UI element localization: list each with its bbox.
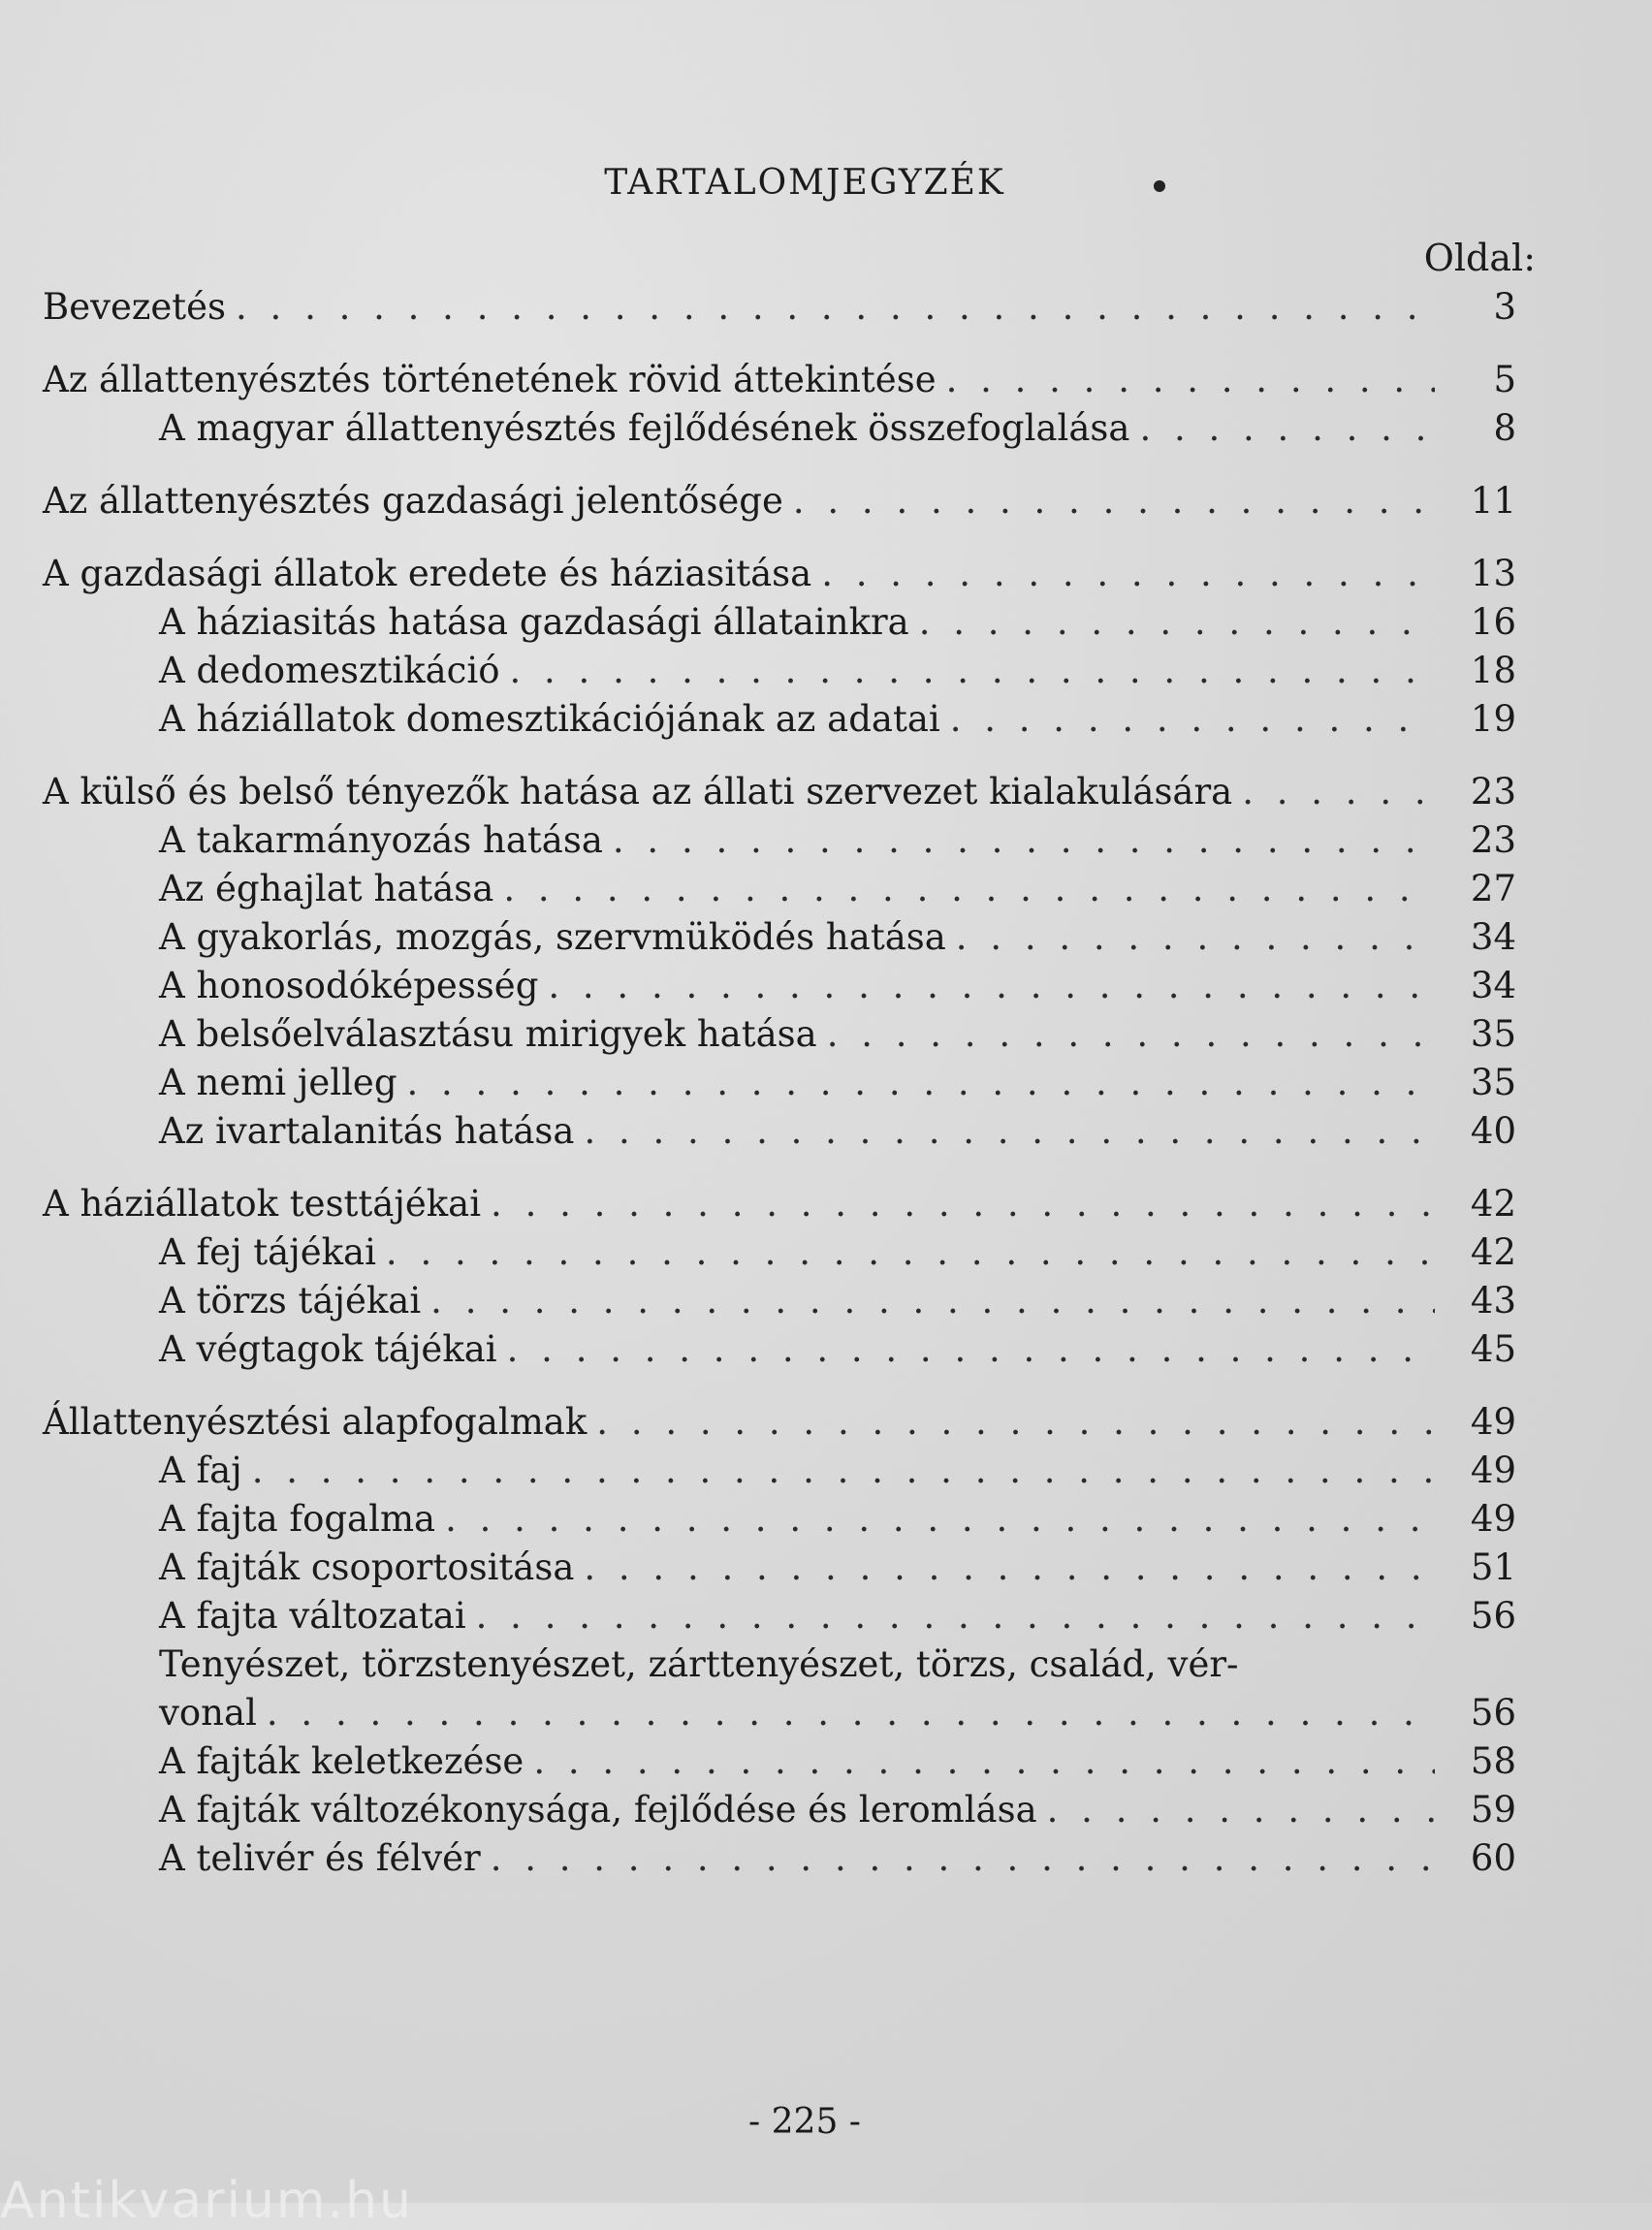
- toc-subentry: [43, 1740, 1516, 1789]
- toc-entry-page: 34: [1470, 965, 1516, 1006]
- toc-entry: [43, 359, 1516, 407]
- leader-dots: [950, 698, 1435, 740]
- toc-entry-page: 23: [1470, 819, 1516, 861]
- toc-subentry: [43, 1231, 1516, 1280]
- leader-dots: [503, 868, 1435, 909]
- toc-entry: [43, 553, 1516, 601]
- toc-entry-page: 3: [1493, 286, 1516, 328]
- toc-subentry: [43, 1692, 1516, 1740]
- toc-entry-label: A magyar állattenyésztés fejlődésének összefoglalása: [159, 407, 1130, 449]
- toc-subentry: [43, 698, 1516, 747]
- toc-entry-label: A gyakorlás, mozgás, szervmüködés hatása: [159, 916, 946, 958]
- toc-subentry: [43, 1498, 1516, 1546]
- leader-dots: [386, 1231, 1435, 1273]
- toc-entry-page: 42: [1470, 1183, 1516, 1225]
- toc-entry-label: A belsőelválasztásu mirigyek hatása: [159, 1013, 817, 1055]
- table-of-contents: [43, 286, 1516, 1886]
- toc-subentry: [43, 1546, 1516, 1595]
- toc-entry-page: 18: [1470, 650, 1516, 691]
- leader-dots: [584, 1546, 1435, 1588]
- toc-entry-label: A fajta változatai: [159, 1595, 466, 1637]
- page-number: - 225 -: [748, 2102, 861, 2142]
- toc-entry-label: A dedomesztikáció: [159, 650, 500, 691]
- leader-dots: [533, 1740, 1435, 1782]
- toc-entry-label: Bevezetés: [43, 286, 227, 328]
- toc-entry-label: A fajták keletkezése: [159, 1740, 524, 1782]
- toc-subentry: [43, 1110, 1516, 1159]
- page-title: TARTALOMJEGYZÉK: [604, 163, 1005, 203]
- leader-dots: [584, 1110, 1435, 1152]
- leader-dots: [491, 1183, 1435, 1225]
- toc-subentry: [43, 1013, 1516, 1062]
- toc-entry-page: 56: [1470, 1692, 1516, 1734]
- toc-entry-page: 49: [1470, 1498, 1516, 1540]
- toc-entry-page: 34: [1470, 916, 1516, 958]
- toc-entry-page: 51: [1470, 1546, 1516, 1588]
- leader-dots: [1047, 1789, 1435, 1831]
- toc-entry-page: 60: [1470, 1837, 1516, 1879]
- toc-entry-page: 35: [1470, 1062, 1516, 1103]
- toc-subentry: [43, 819, 1516, 868]
- toc-subentry: [43, 1595, 1516, 1643]
- toc-entry-label: Az állattenyésztés gazdasági jelentősége: [43, 480, 783, 522]
- toc-subentry: [43, 601, 1516, 650]
- leader-dots: [946, 359, 1435, 400]
- toc-entry-page: 49: [1470, 1401, 1516, 1443]
- leader-dots: [476, 1595, 1435, 1637]
- toc-entry-page: 42: [1470, 1231, 1516, 1273]
- toc-entry-page: 59: [1470, 1789, 1516, 1831]
- leader-dots: [1139, 407, 1435, 449]
- leader-dots: [1242, 771, 1435, 812]
- page-column-label: Oldal:: [1423, 237, 1536, 279]
- leader-dots: [445, 1498, 1435, 1540]
- toc-entry-label: A fajták változékonysága, fejlődése és leromlása: [159, 1789, 1037, 1831]
- toc-entry-page: 16: [1470, 601, 1516, 643]
- toc-entry-label: A háziállatok testtájékai: [43, 1183, 482, 1225]
- toc-entry-label: A háziasitás hatása gazdasági állatainkra: [159, 601, 909, 643]
- toc-entry-label: A fej tájékai: [159, 1231, 376, 1273]
- toc-entry-label: vonal: [159, 1692, 257, 1734]
- leader-dots: [430, 1280, 1435, 1322]
- toc-entry-page: 35: [1470, 1013, 1516, 1055]
- toc-entry-page: 8: [1493, 407, 1516, 449]
- leader-dots: [507, 1328, 1435, 1370]
- toc-entry-label: A végtagok tájékai: [159, 1328, 497, 1370]
- toc-entry-label: Az éghajlat hatása: [159, 868, 494, 909]
- toc-entry-page: 43: [1470, 1280, 1516, 1322]
- toc-entry-label: Az állattenyésztés történetének rövid áttekintése: [43, 359, 937, 400]
- toc-entry-label: A honosodóképesség: [159, 965, 539, 1006]
- toc-subentry: [43, 916, 1516, 965]
- toc-entry: [43, 771, 1516, 819]
- toc-entry-page: 11: [1470, 480, 1516, 522]
- toc-subentry: [43, 1328, 1516, 1377]
- toc-entry-page: 49: [1470, 1450, 1516, 1491]
- toc-entry-label: A külső és belső tényezők hatása az állati szervezet kialakulására: [43, 771, 1233, 812]
- leader-dots: [827, 1013, 1435, 1055]
- leader-dots: [956, 916, 1435, 958]
- toc-entry-label: A takarmányozás hatása: [159, 819, 603, 861]
- leader-dots: [919, 601, 1435, 643]
- toc-entry: [43, 480, 1516, 528]
- toc-entry-page: 40: [1470, 1110, 1516, 1152]
- toc-entry: [43, 286, 1516, 334]
- toc-subentry: [43, 1789, 1516, 1837]
- toc-subentry: [43, 1062, 1516, 1110]
- toc-entry-page: 58: [1470, 1740, 1516, 1782]
- toc-subentry: [43, 1450, 1516, 1498]
- toc-entry-label: Az ivartalanitás hatása: [159, 1110, 575, 1152]
- toc-entry-label: A fajta fogalma: [159, 1498, 436, 1540]
- toc-subentry: [43, 1837, 1516, 1886]
- ink-spot: [1154, 180, 1165, 192]
- leader-dots: [821, 553, 1435, 594]
- leader-dots: [236, 286, 1435, 328]
- toc-subentry: [43, 1280, 1516, 1328]
- toc-entry-page: 56: [1470, 1595, 1516, 1637]
- toc-entry-page: 45: [1470, 1328, 1516, 1370]
- toc-entry-label: A háziállatok domesztikációjának az adatai: [159, 698, 940, 740]
- leader-dots: [548, 965, 1435, 1006]
- leader-dots: [267, 1692, 1435, 1734]
- toc-entry-label: A gazdasági állatok eredete és háziasitása: [43, 553, 812, 594]
- toc-entry-page: 23: [1470, 771, 1516, 812]
- toc-entry: [43, 1183, 1516, 1231]
- leader-dots: [613, 819, 1435, 861]
- toc-subentry: [43, 650, 1516, 698]
- watermark: Antikvarium.hu: [0, 2172, 413, 2230]
- toc-entry: [43, 1401, 1516, 1450]
- toc-entry-page: 13: [1470, 553, 1516, 594]
- leader-dots: [491, 1837, 1435, 1879]
- toc-entry-label: A telivér és félvér: [159, 1837, 481, 1879]
- toc-entry-label: Állattenyésztési alapfogalmak: [43, 1401, 588, 1443]
- toc-subentry: [43, 868, 1516, 916]
- toc-entry-label: Tenyészet, törzstenyészet, zárttenyészet, törzs, család, vér-: [159, 1643, 1239, 1685]
- leader-dots: [510, 650, 1436, 691]
- leader-dots: [407, 1062, 1435, 1103]
- leader-dots: [596, 1401, 1435, 1443]
- toc-subentry: [43, 1643, 1516, 1692]
- toc-entry-label: A nemi jelleg: [159, 1062, 397, 1103]
- leader-dots: [252, 1450, 1435, 1491]
- toc-entry-label: A törzs tájékai: [159, 1280, 422, 1322]
- toc-entry-page: 19: [1470, 698, 1516, 740]
- toc-entry-page: 5: [1493, 359, 1516, 400]
- leader-dots: [793, 480, 1435, 522]
- toc-subentry: [43, 407, 1516, 456]
- toc-entry-label: A fajták csoportositása: [159, 1546, 575, 1588]
- toc-entry-label: A faj: [159, 1450, 242, 1491]
- toc-entry-page: 27: [1470, 868, 1516, 909]
- toc-subentry: [43, 965, 1516, 1013]
